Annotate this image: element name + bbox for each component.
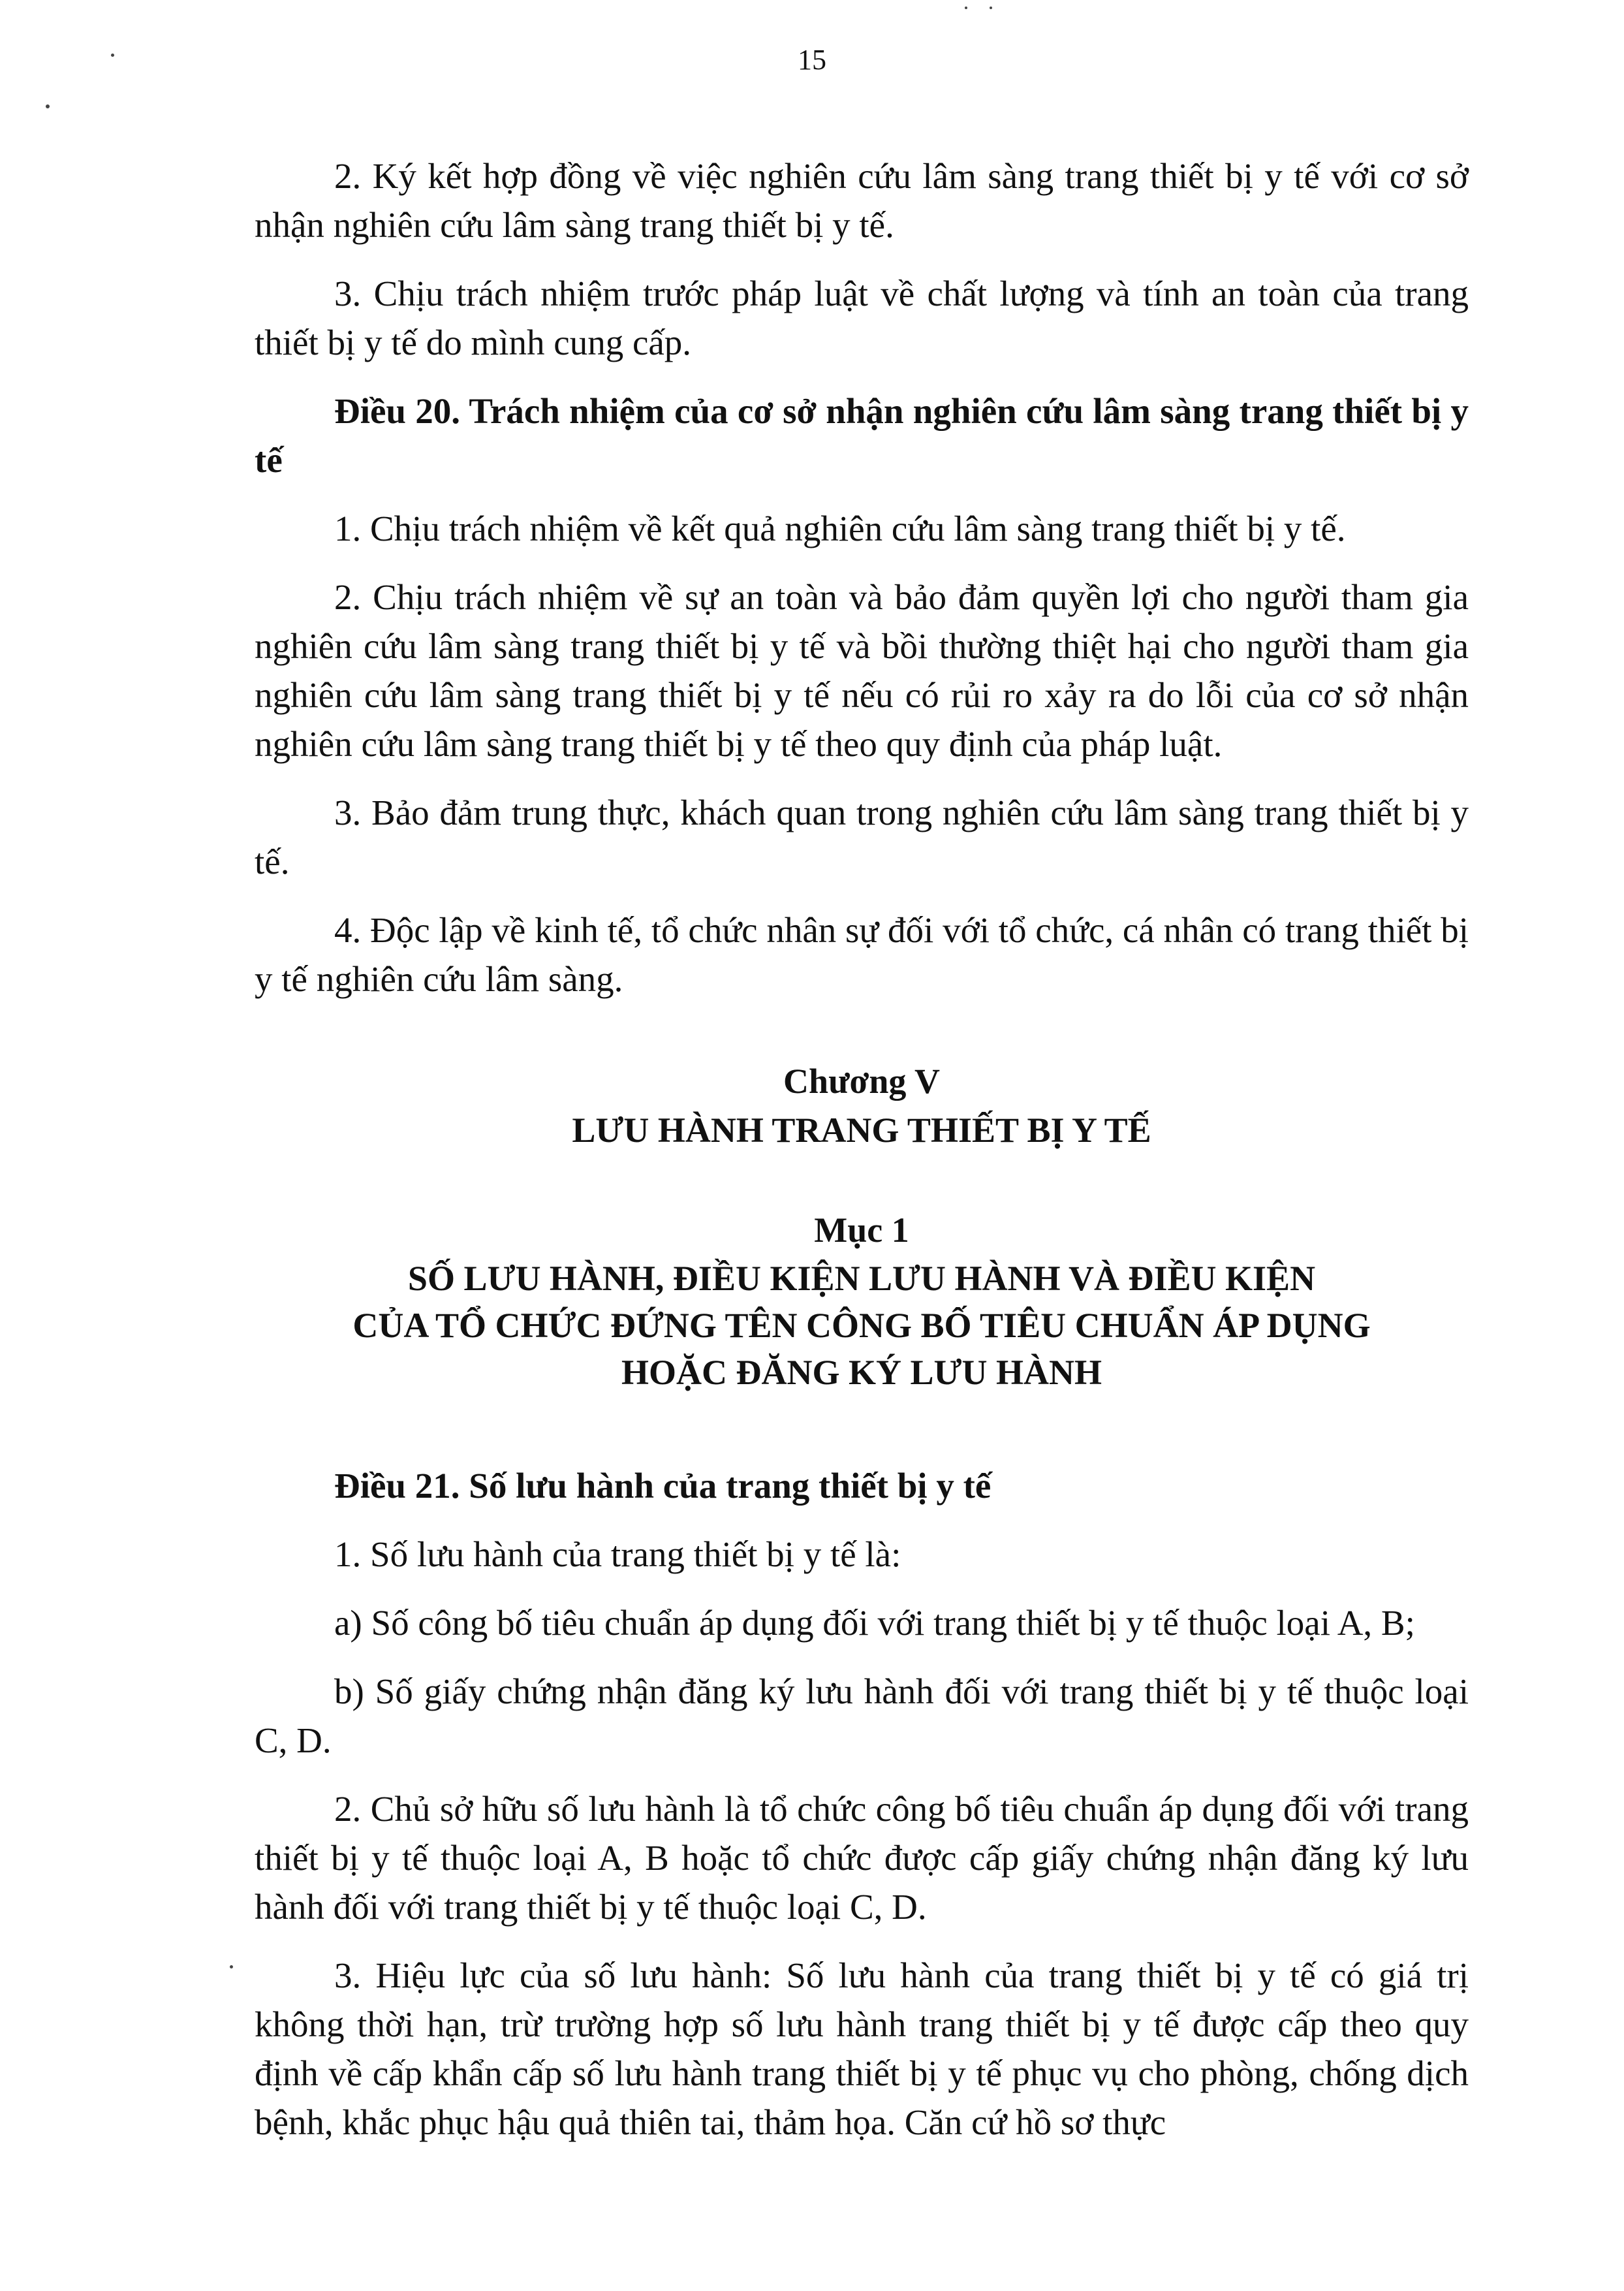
- scan-speck: [965, 7, 967, 9]
- paragraph: 1. Chịu trách nhiệm về kết quả nghiên cứu lâm sàng trang thiết bị y tế.: [334, 509, 1346, 548]
- scan-speck: [990, 7, 992, 9]
- article-21-heading: Điều 21. Số lưu hành của trang thiết bị y tế: [334, 1466, 992, 1506]
- section-label: Mục 1: [814, 1210, 909, 1250]
- document-body: [255, 151, 1469, 2166]
- paragraph: 1. Số lưu hành của trang thiết bị y tế là:: [334, 1534, 901, 1574]
- paragraph: 4. Độc lập về kinh tế, tổ chức nhân sự đối với tổ chức, cá nhân có trang thiết bị y tế nghiên cứu lâm sàng.: [255, 910, 1469, 999]
- paragraph: b) Số giấy chứng nhận đăng ký lưu hành đối với trang thiết bị y tế thuộc loại C, D.: [255, 1671, 1469, 1760]
- chapter-heading: [255, 1057, 1469, 1155]
- page-number: 15: [798, 44, 826, 76]
- paragraph: 2. Ký kết hợp đồng về việc nghiên cứu lâm sàng trang thiết bị y tế với cơ sở nhận nghiên cứu lâm sàng trang thiết bị y tế.: [255, 156, 1469, 245]
- chapter-title: LƯU HÀNH TRANG THIẾT BỊ Y TẾ: [572, 1111, 1151, 1150]
- paragraph: 3. Hiệu lực của số lưu hành: Số lưu hành của trang thiết bị y tế có giá trị không thời hạn, trừ trường hợp số lưu hành trang thiết bị y tế được cấp theo quy định về cấp khẩn cấp số lưu hành trang thiết bị y tế phục vụ cho phòng, chống dịch bệnh, khắc phục hậu quả thiên tai, thảm họa. Căn cứ hồ sơ thực: [255, 1955, 1469, 2142]
- paragraph: 2. Chịu trách nhiệm về sự an toàn và bảo đảm quyền lợi cho người tham gia nghiên cứu lâm sàng trang thiết bị y tế và bồi thường thiệt hại cho người tham gia nghiên cứu lâm sàng trang thiết bị y tế nếu có rủi ro xảy ra do lỗi của cơ sở nhận nghiên cứu lâm sàng trang thiết bị y tế theo quy định của pháp luật.: [255, 577, 1469, 764]
- article-20-heading: Điều 20. Trách nhiệm của cơ sở nhận nghiên cứu lâm sàng trang thiết bị y tế: [255, 391, 1469, 480]
- section-title-line: CỦA TỔ CHỨC ĐỨNG TÊN CÔNG BỐ TIÊU CHUẨN ÁP DỤNG: [352, 1306, 1371, 1345]
- chapter-label: Chương V: [783, 1062, 940, 1101]
- section-title-line: HOẶC ĐĂNG KÝ LƯU HÀNH: [621, 1353, 1102, 1392]
- scan-speck: [230, 1965, 233, 1968]
- paragraph: 3. Bảo đảm trung thực, khách quan trong nghiên cứu lâm sàng trang thiết bị y tế.: [255, 793, 1469, 881]
- paragraph: a) Số công bố tiêu chuẩn áp dụng đối với trang thiết bị y tế thuộc loại A, B;: [334, 1603, 1415, 1643]
- section-title-line: SỐ LƯU HÀNH, ĐIỀU KIỆN LƯU HÀNH VÀ ĐIỀU KIỆN: [407, 1259, 1316, 1298]
- paragraph: 3. Chịu trách nhiệm trước pháp luật về chất lượng và tính an toàn của trang thiết bị y tế do mình cung cấp.: [255, 274, 1469, 362]
- section-heading: [255, 1206, 1469, 1396]
- paragraph: 2. Chủ sở hữu số lưu hành là tổ chức công bố tiêu chuẩn áp dụng đối với trang thiết bị y tế thuộc loại A, B hoặc tổ chức được cấp giấy chứng nhận đăng ký lưu hành đối với trang thiết bị y tế thuộc loại C, D.: [255, 1789, 1469, 1927]
- scan-speck: [46, 104, 50, 108]
